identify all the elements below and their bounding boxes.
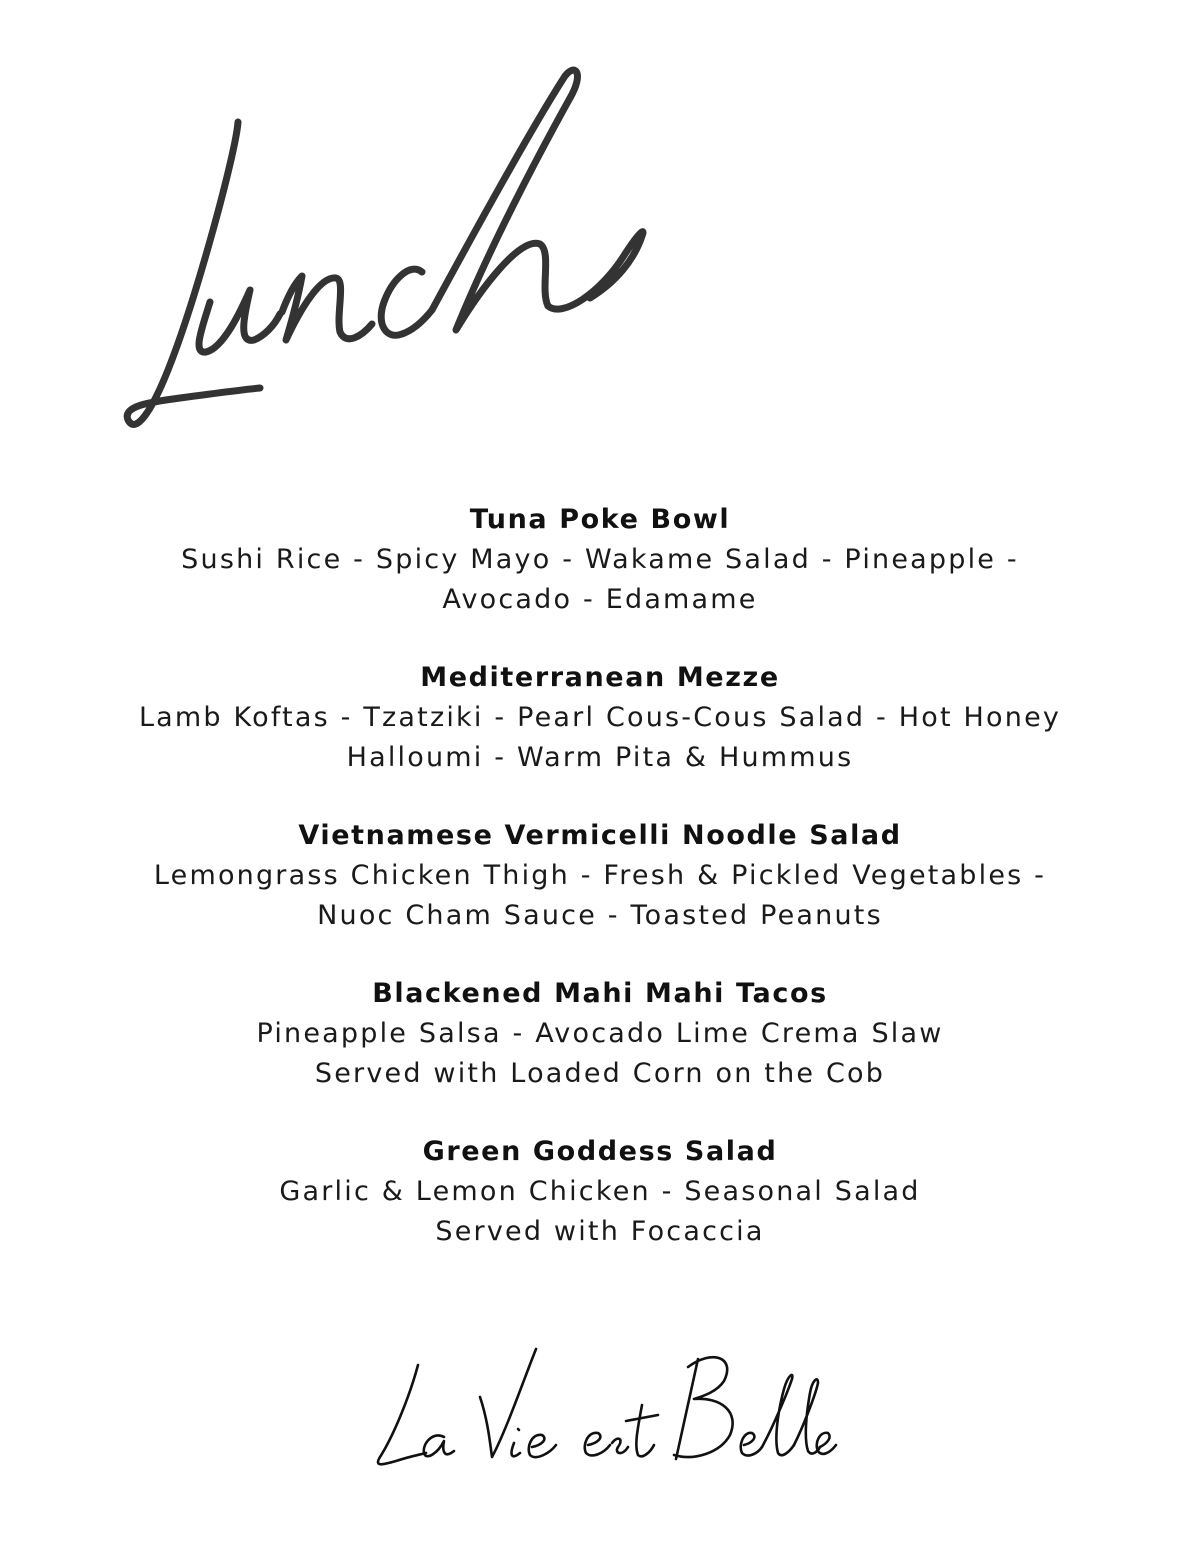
- menu-item: [0, 658, 1200, 777]
- menu-item-description: Served with Loaded Corn on the Cob: [314, 1057, 886, 1089]
- menu-list: [0, 500, 1200, 1290]
- menu-item-description: Lamb Koftas - Tzatziki - Pearl Cous-Cous Salad - Hot Honey: [138, 702, 1062, 733]
- menu-item-description: Halloumi - Warm Pita & Hummus: [346, 741, 854, 773]
- menu-item-description: Garlic & Lemon Chicken - Seasonal Salad: [279, 1176, 921, 1207]
- lunch-script-lettering: [110, 40, 730, 440]
- menu-item-description: Lemongrass Chicken Thigh - Fresh & Pickled Vegetables -: [153, 860, 1047, 891]
- signature-logo: [360, 1335, 840, 1485]
- menu-item: [0, 816, 1200, 935]
- menu-item-description: Pineapple Salsa - Avocado Lime Crema Slaw: [256, 1018, 944, 1049]
- signature-script-lettering: [360, 1335, 840, 1485]
- menu-title: [110, 40, 730, 440]
- menu-item: [0, 1132, 1200, 1251]
- menu-item-name: Green Goddess Salad: [422, 1136, 778, 1167]
- menu-item-description: Nuoc Cham Sauce - Toasted Peanuts: [317, 899, 883, 931]
- menu-item-name: Blackened Mahi Mahi Tacos: [372, 978, 828, 1009]
- menu-item-name: Tuna Poke Bowl: [469, 504, 731, 535]
- menu-item-description: Avocado - Edamame: [442, 583, 758, 615]
- menu-item-name: Vietnamese Vermicelli Noodle Salad: [298, 820, 902, 851]
- menu-item: [0, 500, 1200, 619]
- menu-item: [0, 974, 1200, 1093]
- menu-item-description: Served with Focaccia: [435, 1215, 765, 1247]
- menu-item-name: Mediterranean Mezze: [420, 662, 780, 693]
- menu-item-description: Sushi Rice - Spicy Mayo - Wakame Salad - Pineapple -: [181, 544, 1019, 575]
